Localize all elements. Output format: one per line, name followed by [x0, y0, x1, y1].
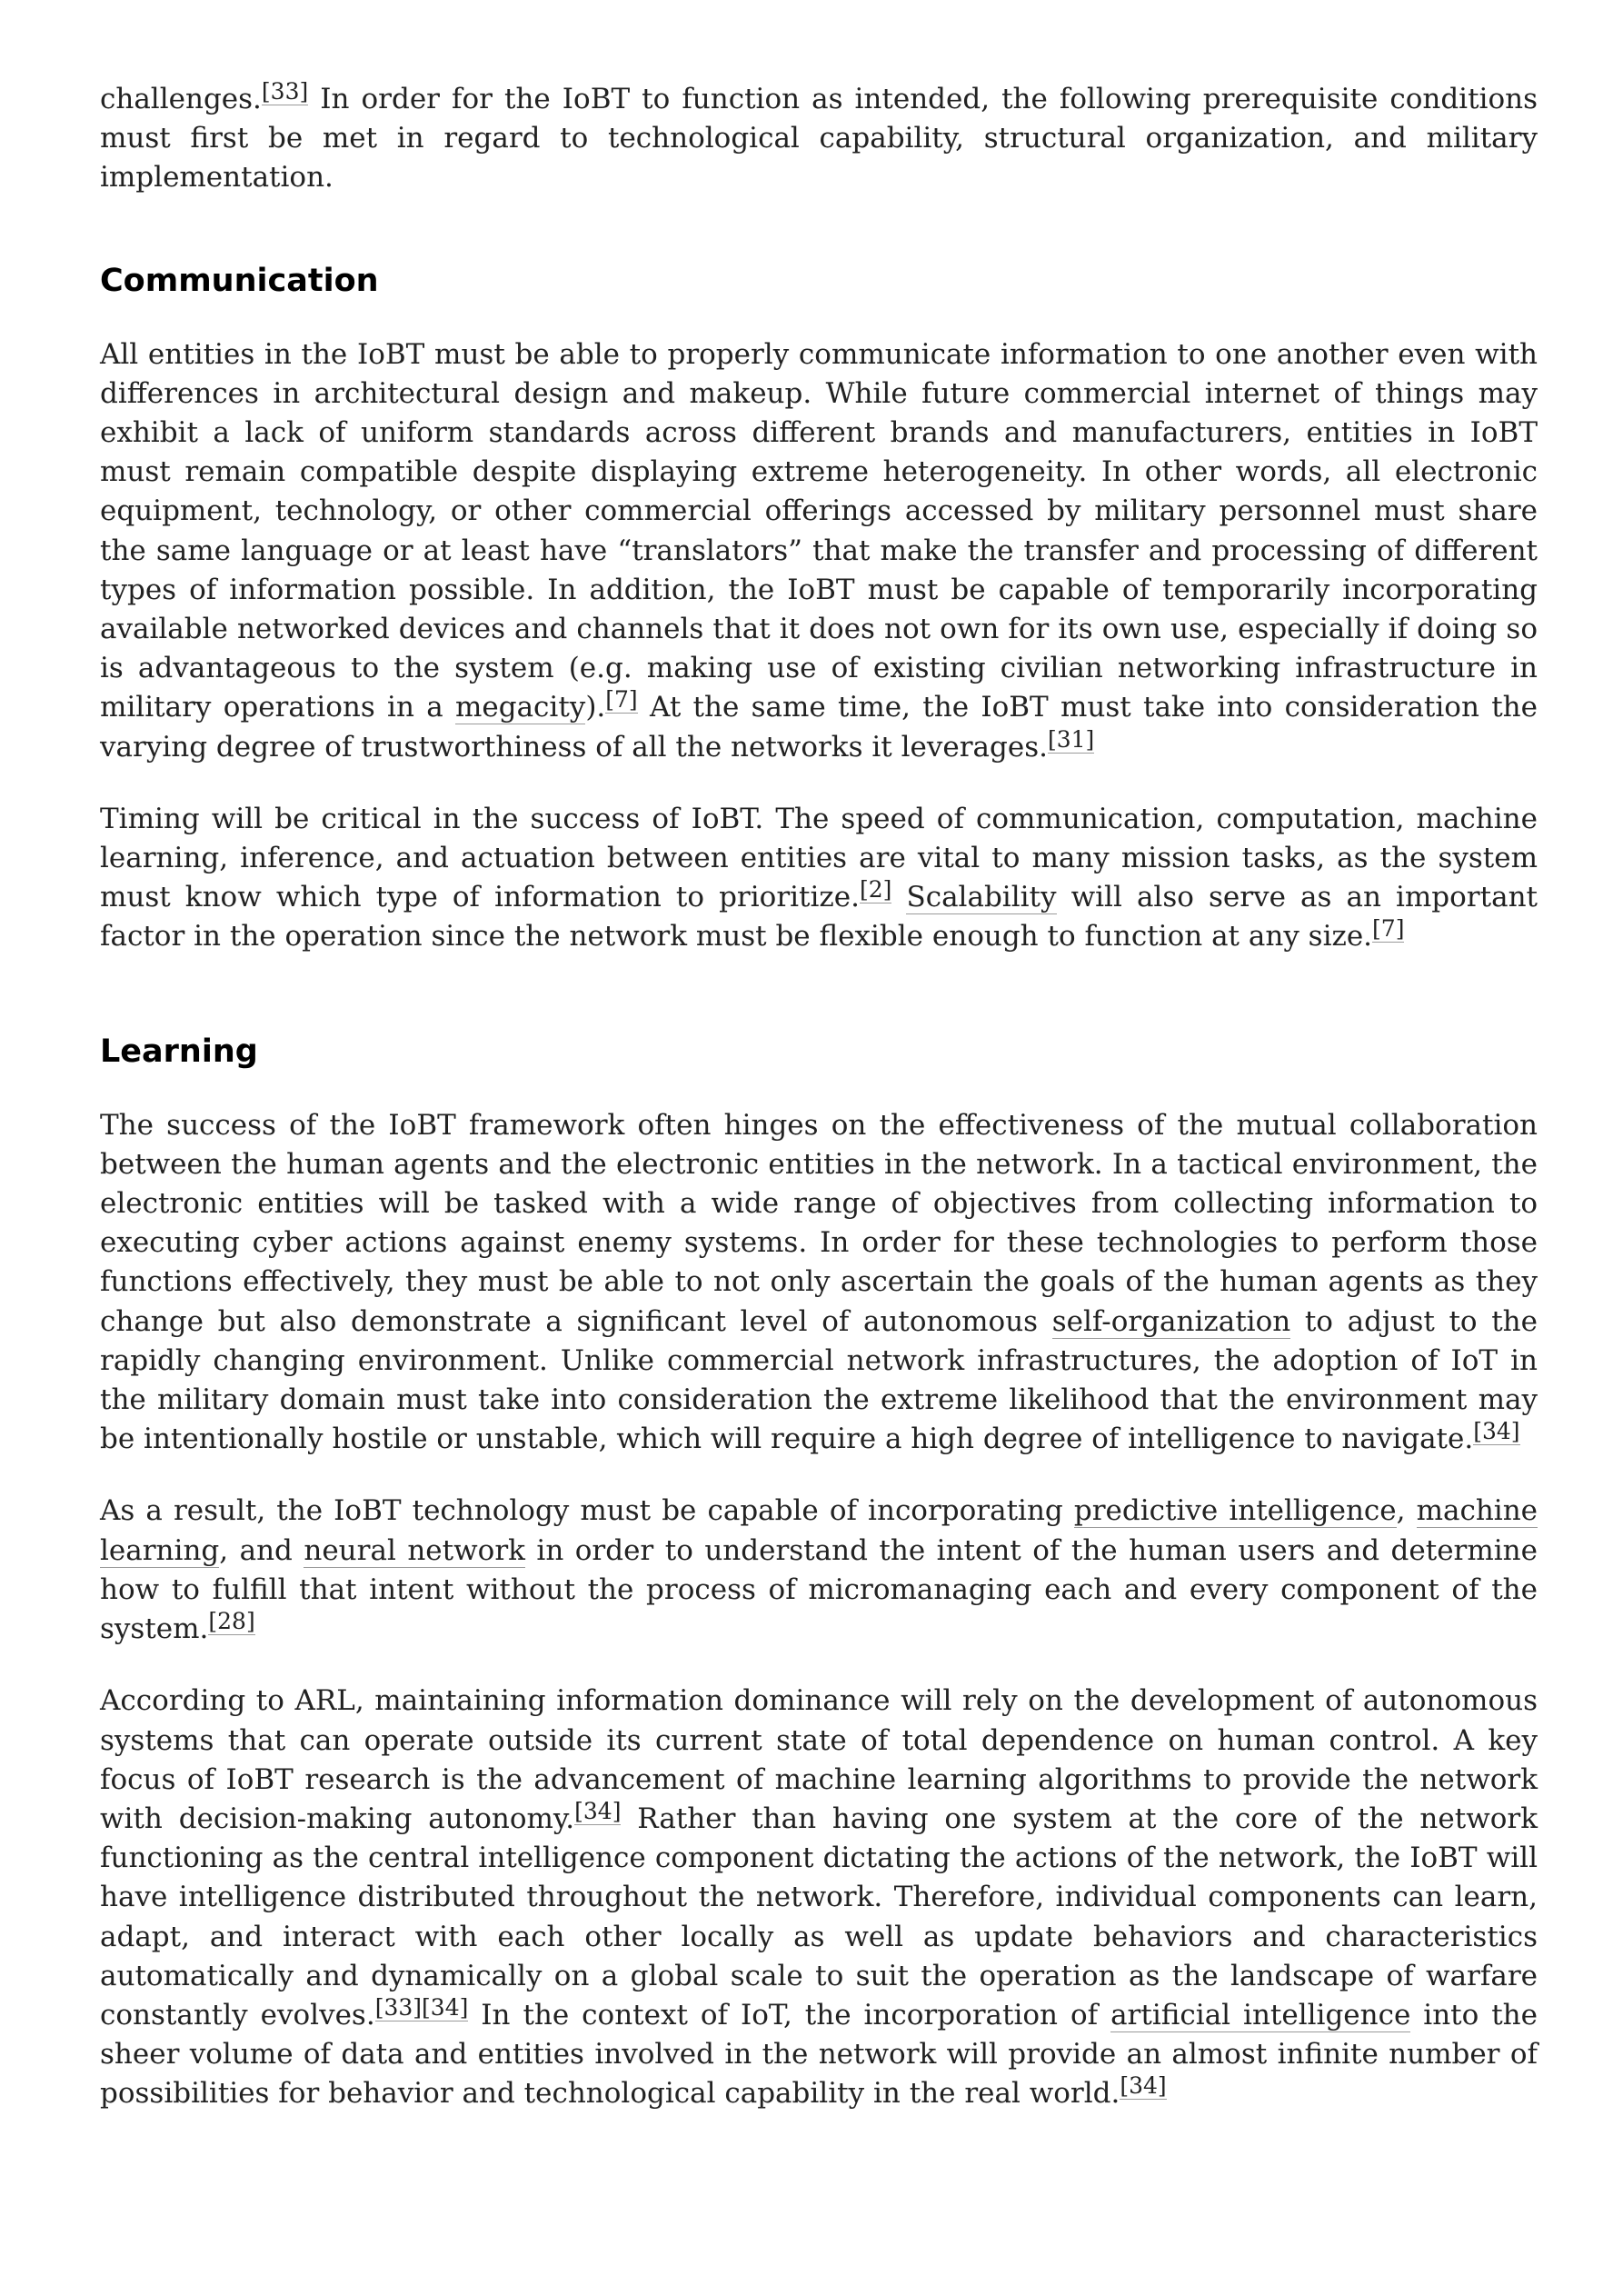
text-run: will also serve as an important factor in the operation since the network must be flexible enough to function at any size.: [100, 881, 1538, 953]
text-run: into the sheer volume of data and entities involved in the network will provide an almost infinite number of possibilities for behavior and technological capability in the real world.: [100, 1998, 1538, 2111]
citation-link[interactable]: [33]: [374, 1993, 423, 2021]
link-self-organization[interactable]: self-organization: [1051, 1304, 1291, 1338]
learning-paragraph-3: [100, 1682, 1538, 2113]
learning-paragraph-1: [100, 1106, 1538, 1460]
citation-link[interactable]: [28]: [208, 1608, 255, 1635]
text-run: All entities in the IoBT must be able to properly communicate information to one another even with differences in architectural design and makeup. While future commercial internet of things may exhibit a lack of uniform standards across different brands and manufacturers, entities in IoBT must remain compatible despite displaying extreme heterogeneity. In other words, all electronic equipment, technology, or other commercial offerings accessed by military personnel must share the same language or at least have “translators” that make the transfer and processing of different types of information possible. In addition, the IoBT must be capable of temporarily incorporating available networked devices and channels that it does not own for its own use, especially if doing so is advantageous to the system (e.g. making use of existing civilian networking infrastructure in military operations in a: [100, 337, 1538, 724]
text-run: to adjust to the rapidly changing environment. Unlike commercial network infrastructures, the adoption of IoT in the military domain must take into consideration the extreme likelihood that the environment may be intentionally hostile or unstable, which will require a high degree of intelligence to navigate.: [100, 1304, 1538, 1456]
text-run: Rather than having one system at the core of the network functioning as the central intelligence component dictating the actions of the network, the IoBT will have intelligence distributed throughout the network. Therefore, individual components can learn, adapt, and interact with each other locally as well as update behaviors and characteristics automatically and dynamically on a global scale to suit the operation as the landscape of warfare constantly evolves.: [100, 1802, 1538, 2031]
link-megacity[interactable]: megacity: [454, 691, 586, 724]
citation-link[interactable]: [7]: [1372, 915, 1405, 943]
text-run: [891, 881, 906, 913]
intro-paragraph: [100, 80, 1538, 198]
citation-link[interactable]: [34]: [574, 1797, 622, 1824]
text-run: In order for the IoBT to function as intended, the following prerequisite conditions must first be met in regard to technological capability, structural organization, and military implementation.: [100, 83, 1538, 195]
text-run: Timing will be critical in the success of IoBT. The speed of communication, computation, machine learning, inference, and actuation between entities are vital to many mission tasks, as the system must know which type of information to prioritize.: [100, 802, 1538, 914]
text-run: ,: [1396, 1494, 1417, 1528]
citation-link[interactable]: [2]: [859, 876, 892, 903]
text-run: The success of the IoBT framework often hinges on the effectiveness of the mutual collaboration between the human agents and the electronic entities in the network. In a tactical environment, the electronic entities will be tasked with a wide range of objectives from collecting information to executing cyber actions against enemy systems. In order for these technologies to perform those functions effectively, they must be able to not only ascertain the goals of the human agents as they change but also demonstrate a significant level of autonomous: [100, 1108, 1538, 1338]
communication-paragraph-1: [100, 335, 1538, 767]
link-neural-network[interactable]: neural network: [304, 1533, 525, 1567]
text-run: According to ARL, maintaining information dominance will rely on the development of autonomous systems that can operate outside its current state of total dependence on human control. A key focus of IoBT research is the advancement of machine learning algorithms to provide the network with decision-making autonomy.: [100, 1684, 1538, 1835]
link-predictive-intelligence[interactable]: predictive intelligence: [1073, 1494, 1397, 1528]
text-run: in order to understand the intent of the human users and determine how to fulfill that intent without the process of micromanaging each and every component of the system.: [100, 1533, 1538, 1646]
citation-link[interactable]: [34]: [1473, 1418, 1520, 1445]
citation-link[interactable]: [7]: [605, 686, 638, 714]
text-run: ).: [585, 691, 606, 724]
text-run: , and: [219, 1533, 304, 1567]
learning-paragraph-2: [100, 1492, 1538, 1649]
text-run: challenges.: [100, 83, 262, 115]
section-heading-learning: Learning: [100, 1033, 258, 1070]
link-scalability[interactable]: Scalability: [906, 881, 1057, 914]
link-artificial-intelligence[interactable]: artificial intelligence: [1110, 1998, 1411, 2031]
section-heading-communication: Communication: [100, 262, 379, 299]
citation-link[interactable]: [34]: [1120, 2072, 1167, 2100]
citation-link[interactable]: [33]: [261, 78, 309, 105]
citation-link[interactable]: [31]: [1047, 725, 1095, 753]
text-run: As a result, the IoBT technology must be capable of incorporating: [100, 1494, 1074, 1528]
text-run: In the context of IoT, the incorporation of: [468, 1998, 1111, 2031]
article-body: [100, 80, 1538, 2114]
communication-paragraph-2: [100, 800, 1538, 957]
link-machine-learning[interactable]: machine learning: [100, 1494, 1538, 1567]
text-run: At the same time, the IoBT must take into consideration the varying degree of trustworthiness of all the networks it leverages.: [100, 691, 1538, 764]
citation-link[interactable]: [34]: [422, 1993, 469, 2021]
